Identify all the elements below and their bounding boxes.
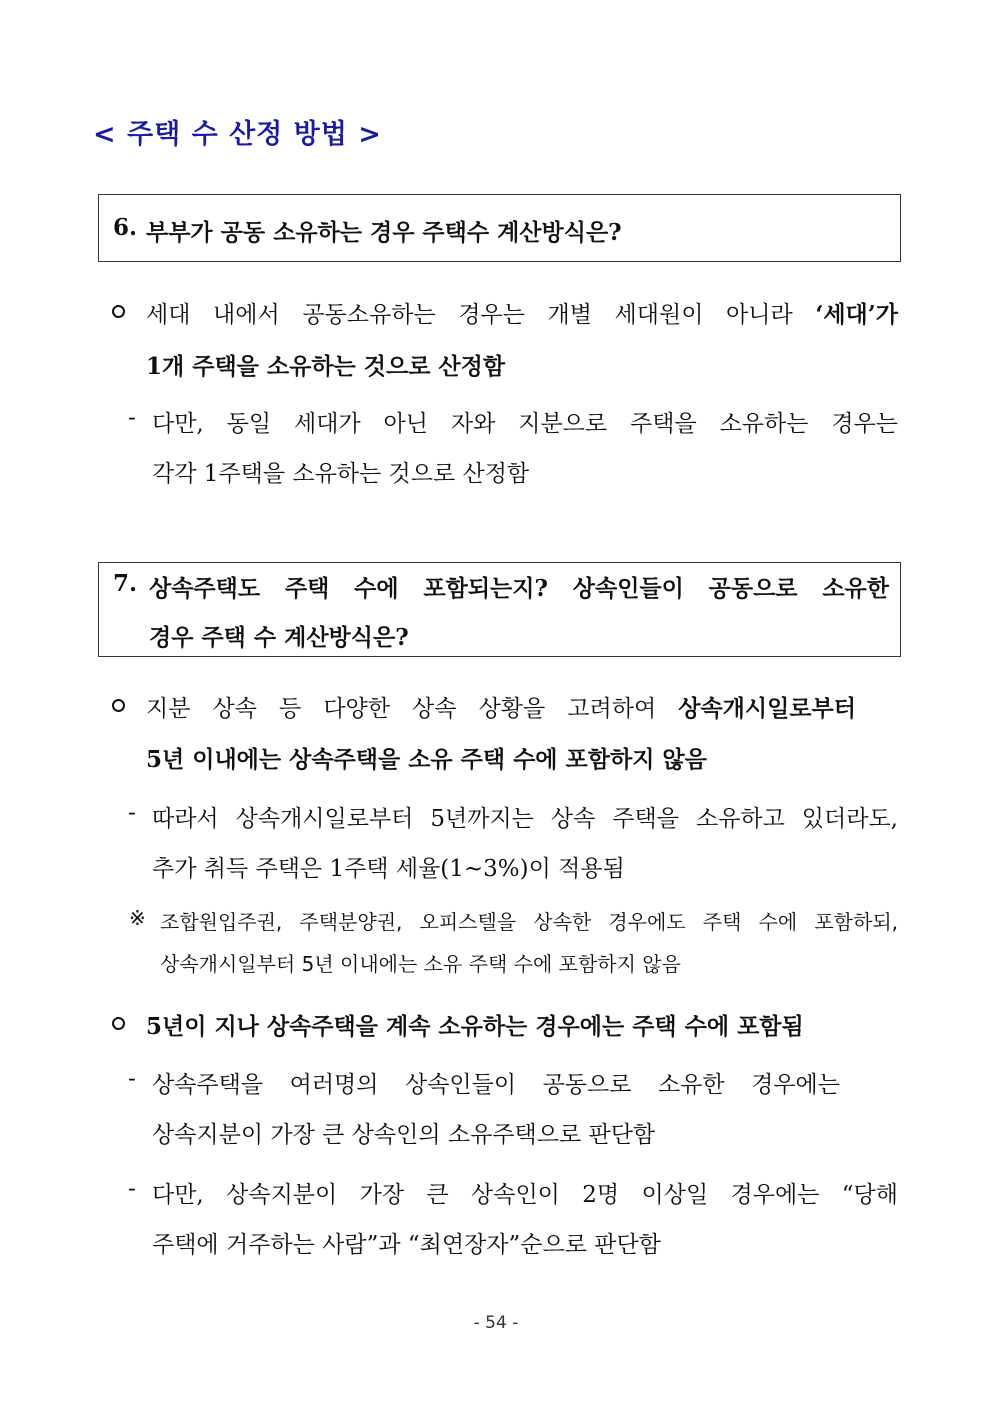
note-line-2: 상속개시일부터 5년 이내에는 소유 주택 수에 포함하지 않음 (160, 952, 681, 976)
note-line-1: 조합원입주권, 주택분양권, 오피스텔을 상속한 경우에도 주택 수에 포함하되, (160, 910, 898, 934)
circle-bullet-icon (112, 305, 125, 318)
q7-dash1-line-2: 추가 취득 주택은 1주택 세율(1~3%)이 적용됨 (152, 856, 625, 882)
q7-bullet1-emphasis: 상속개시일로부터 (678, 695, 856, 722)
dash-marker: - (128, 405, 136, 431)
q6-bullet-text: 세대 내에서 공동소유하는 경우는 개별 세대원이 아니라 (146, 302, 816, 328)
page-heading: < 주택 수 산정 방법 > (93, 119, 382, 150)
question-7-number: 7. (113, 570, 138, 597)
dash-marker: - (128, 800, 136, 826)
question-7-box (98, 562, 901, 657)
reference-mark-icon: ※ (129, 906, 146, 930)
question-6-text: 부부가 공동 소유하는 경우 주택수 계산방식은? (146, 219, 622, 246)
page-number: - 54 - (473, 1313, 519, 1333)
dash-marker: - (128, 1176, 136, 1202)
q7-dash3-line-2: 주택에 거주하는 사람”과 “최연장자”순으로 판단함 (152, 1232, 661, 1258)
question-6-number: 6. (113, 214, 138, 241)
q6-dash-line-1: 다만, 동일 세대가 아닌 자와 지분으로 주택을 소유하는 경우는 (152, 411, 898, 437)
q7-bullet1-line-2: 5년 이내에는 상속주택을 소유 주택 수에 포함하지 않음 (146, 746, 707, 773)
dash-marker: - (128, 1066, 136, 1092)
q7-bullet1-line-1 (146, 690, 856, 723)
q7-dash3-line-1: 다만, 상속지분이 가장 큰 상속인이 2명 이상일 경우에는 “당해 (152, 1182, 898, 1208)
q7-bullet1-text: 지분 상속 등 다양한 상속 상황을 고려하여 (146, 696, 679, 722)
q6-bullet-line-1 (146, 296, 898, 329)
q7-dash1-line-1: 따라서 상속개시일로부터 5년까지는 상속 주택을 소유하고 있더라도, (152, 806, 898, 832)
q6-bullet-emphasis: ‘세대’가 (815, 301, 898, 328)
q7-dash2-line-1: 상속주택을 여러명의 상속인들이 공동으로 소유한 경우에는 (152, 1072, 840, 1098)
q6-dash-line-2: 각각 1주택을 소유하는 것으로 산정함 (152, 461, 530, 487)
question-6-box (98, 194, 901, 262)
question-7-line-1: 상속주택도 주택 수에 포함되는지? 상속인들이 공동으로 소유한 (149, 575, 889, 602)
question-7-line-2: 경우 주택 수 계산방식은? (149, 624, 409, 651)
circle-bullet-icon (112, 699, 125, 712)
q7-bullet2-line-1: 5년이 지나 상속주택을 계속 소유하는 경우에는 주택 수에 포함됨 (146, 1013, 804, 1040)
circle-bullet-icon (112, 1017, 125, 1030)
q6-bullet-line-2: 1개 주택을 소유하는 것으로 산정함 (146, 353, 506, 380)
q7-dash2-line-2: 상속지분이 가장 큰 상속인의 소유주택으로 판단함 (152, 1122, 656, 1148)
